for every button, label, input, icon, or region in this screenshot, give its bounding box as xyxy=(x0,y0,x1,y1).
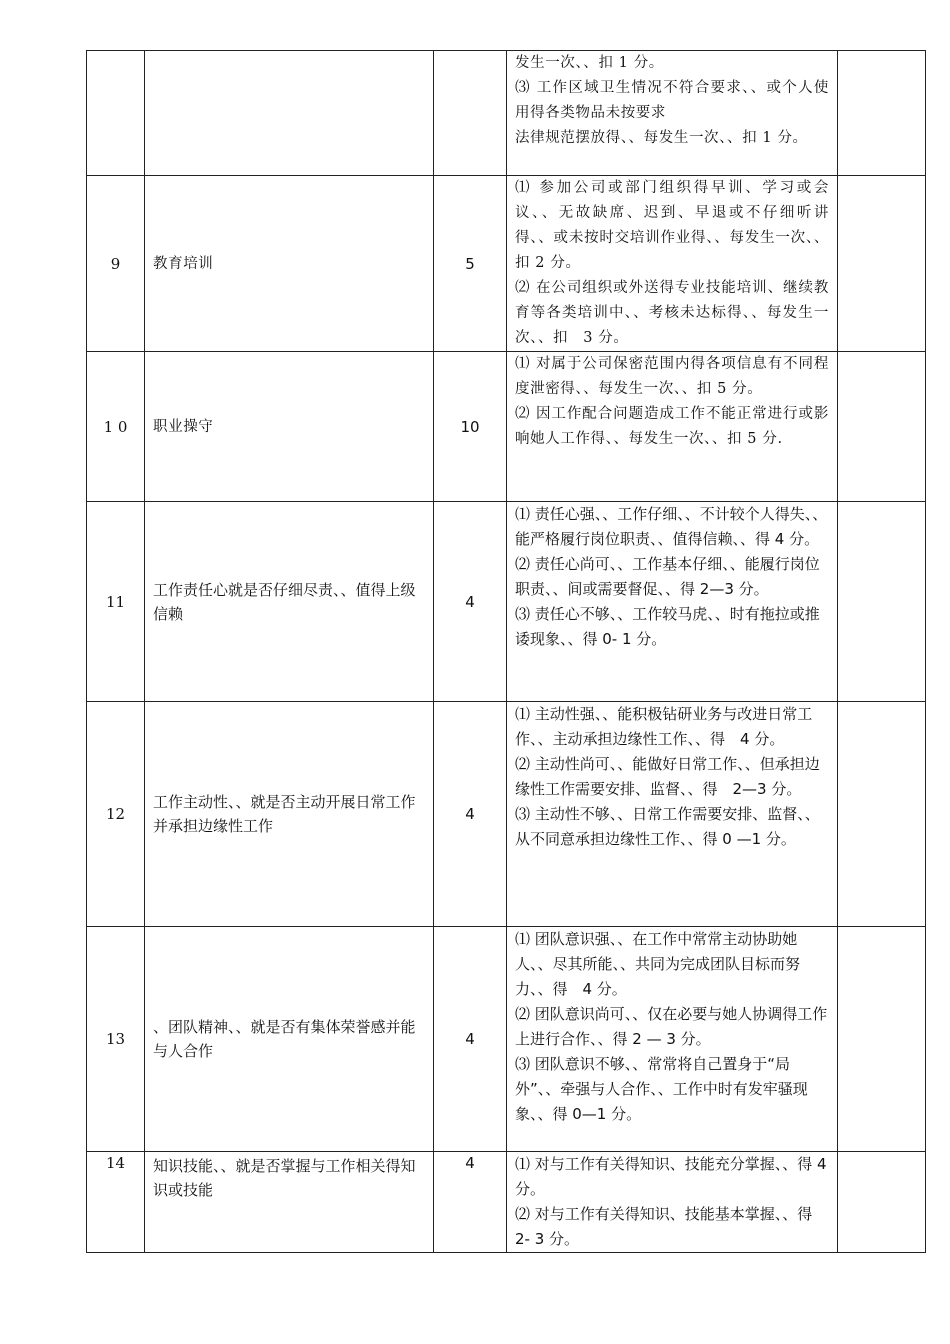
table-row xyxy=(87,1152,926,1253)
remark-cell xyxy=(838,502,926,702)
row-criteria xyxy=(507,1152,838,1253)
table-row xyxy=(87,702,926,927)
row-criteria xyxy=(507,702,838,927)
table-row xyxy=(87,51,926,176)
table-row xyxy=(87,502,926,702)
row-item: 职业操守 xyxy=(145,352,434,502)
row-score: 4 xyxy=(434,927,507,1152)
table-row xyxy=(87,352,926,502)
criteria-line: ⑵ 主动性尚可、、能做好日常工作、、但承担边缘性工作需要安排、监督、、得 2—3 分。 xyxy=(515,755,820,798)
criteria-line: 法律规范摆放得、、每发生一次、、扣 1 分。 xyxy=(515,130,808,146)
criteria-line: ⑶ 责任心不够、、工作较马虎、、时有拖拉或推诿现象、、得 0- 1 分。 xyxy=(515,605,820,648)
row-score: 5 xyxy=(434,176,507,352)
criteria-line: ⑶ 团队意识不够、、常常将自己置身于“局外”、、牵强与人合作、、工作中时有发牢骚现象、、得 0—1 分。 xyxy=(515,1055,808,1123)
row-item: 、团队精神、、就是否有集体荣誉感并能与人合作 xyxy=(145,927,434,1152)
criteria-line: ⑵ 对与工作有关得知识、技能基本掌握、、得 2- 3 分。 xyxy=(515,1205,813,1248)
row-number: 13 xyxy=(87,927,145,1152)
row-number: 14 xyxy=(87,1152,145,1253)
row-criteria xyxy=(507,176,838,352)
row-criteria xyxy=(507,51,838,176)
criteria-line: ⑴ 对与工作有关得知识、技能充分掌握、、得 4 分。 xyxy=(515,1155,827,1198)
row-number: 11 xyxy=(87,502,145,702)
table-row xyxy=(87,927,926,1152)
criteria-line: ⑴ 团队意识强、、在工作中常常主动协助她人、、尽其所能、、共同为完成团队目标而努力、、得 4 分。 xyxy=(515,930,801,998)
criteria-line: ⑵ 责任心尚可、、工作基本仔细、、能履行岗位职责、、间或需要督促、、得 2—3 分。 xyxy=(515,555,820,598)
row-number: 12 xyxy=(87,702,145,927)
row-item xyxy=(145,51,434,176)
row-criteria xyxy=(507,352,838,502)
row-number xyxy=(87,51,145,176)
remark-cell xyxy=(838,176,926,352)
row-score: 4 xyxy=(434,502,507,702)
assessment-table xyxy=(86,50,926,1253)
row-item: 工作主动性、、就是否主动开展日常工作并承担边缘性工作 xyxy=(145,702,434,927)
row-score: 4 xyxy=(434,702,507,927)
row-score: 10 xyxy=(434,352,507,502)
criteria-line: 发生一次、、扣 1 分。 xyxy=(515,55,664,71)
remark-cell xyxy=(838,927,926,1152)
row-item: 工作责任心就是否仔细尽责、、值得上级信赖 xyxy=(145,502,434,702)
criteria-line: ⑵ 因工作配合问题造成工作不能正常进行或影响她人工作得、、每发生一次、、扣 5 分. xyxy=(515,406,829,447)
criteria-line: ⑴ 参加公司或部门组织得早训、学习或会议、、无故缺席、迟到、早退或不仔细听讲得、、或未按时交培训作业得、、每发生一次、、扣 2 分。 xyxy=(515,180,829,271)
criteria-line: ⑵ 团队意识尚可、、仅在必要与她人协调得工作上进行合作、、得 2 — 3 分。 xyxy=(515,1005,828,1048)
remark-cell xyxy=(838,1152,926,1253)
row-criteria xyxy=(507,927,838,1152)
remark-cell xyxy=(838,702,926,927)
criteria-line: ⑴ 责任心强、、工作仔细、、不计较个人得失、、能严格履行岗位职责、、值得信赖、、得 4 分。 xyxy=(515,505,828,548)
row-score: 4 xyxy=(434,1152,507,1253)
row-score xyxy=(434,51,507,176)
criteria-line: ⑶ 主动性不够、、日常工作需要安排、监督、、从不同意承担边缘性工作、、得 0 —1 分。 xyxy=(515,805,820,848)
row-item: 知识技能、、就是否掌握与工作相关得知识或技能 xyxy=(145,1152,434,1253)
criteria-line: ⑵ 在公司组织或外送得专业技能培训、继续教育等各类培训中、、考核未达标得、、每发生一次、、扣 3 分。 xyxy=(515,280,829,346)
criteria-line: ⑶ 工作区域卫生情况不符合要求、、或个人使用得各类物品未按要求 xyxy=(515,80,829,121)
row-criteria xyxy=(507,502,838,702)
row-number: 1 0 xyxy=(87,352,145,502)
criteria-line: ⑴ 对属于公司保密范围内得各项信息有不同程度泄密得、、每发生一次、、扣 5 分。 xyxy=(515,356,829,397)
criteria-line: ⑴ 主动性强、、能积极钻研业务与改进日常工作、、主动承担边缘性工作、、得 4 分。 xyxy=(515,705,813,748)
remark-cell xyxy=(838,51,926,176)
remark-cell xyxy=(838,352,926,502)
row-item: 教育培训 xyxy=(145,176,434,352)
row-number: 9 xyxy=(87,176,145,352)
table-row xyxy=(87,176,926,352)
